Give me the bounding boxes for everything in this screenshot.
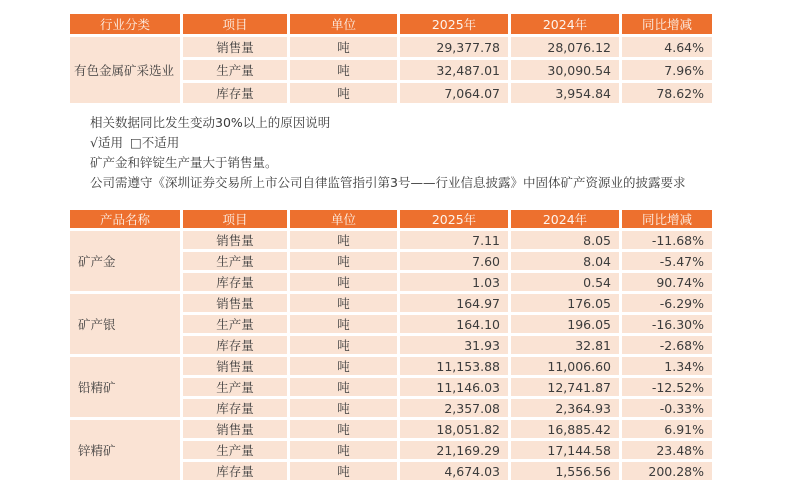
yoy-cell: 90.74% [622,273,712,291]
group-name-cell: 锌精矿 [70,420,180,480]
unit-cell: 吨 [290,252,397,270]
value-2024-cell: 8.04 [511,252,619,270]
industry-output-table [67,11,715,106]
value-2024-cell: 28,076.12 [511,37,619,57]
value-2025-cell: 7.11 [400,231,508,249]
item-cell: 库存量 [183,399,287,417]
value-2024-cell: 0.54 [511,273,619,291]
yoy-cell: -2.68% [622,336,712,354]
unit-cell: 吨 [290,83,397,103]
yoy-cell: 7.96% [622,60,712,80]
value-2025-cell: 31.93 [400,336,508,354]
yoy-cell: -16.30% [622,315,712,333]
unit-cell: 吨 [290,273,397,291]
item-cell: 库存量 [183,462,287,480]
group-name-cell: 矿产银 [70,294,180,354]
group-name-cell: 有色金属矿采选业 [70,37,180,103]
unit-cell: 吨 [290,441,397,459]
header-row [70,210,712,228]
yoy-column-header: 同比增减 [622,14,712,34]
notes-block [90,113,800,193]
value-2025-cell: 11,153.88 [400,357,508,375]
category-column-header: 行业分类 [70,14,180,34]
value-2025-cell: 4,674.03 [400,462,508,480]
item-cell: 生产量 [183,441,287,459]
value-2025-cell: 2,357.08 [400,399,508,417]
yoy-cell: -5.47% [622,252,712,270]
value-2025-cell: 29,377.78 [400,37,508,57]
header-row [70,14,712,34]
value-2024-cell: 8.05 [511,231,619,249]
yoy-cell: -6.29% [622,294,712,312]
item-cell: 销售量 [183,231,287,249]
value-2025-cell: 11,146.03 [400,378,508,396]
unit-column-header: 单位 [290,210,397,228]
yoy-cell: -11.68% [622,231,712,249]
item-cell: 生产量 [183,315,287,333]
item-cell: 销售量 [183,294,287,312]
item-cell: 生产量 [183,378,287,396]
table-row [70,231,712,249]
yoy-cell: 6.91% [622,420,712,438]
value-2024-cell: 11,006.60 [511,357,619,375]
value-2024-cell: 2,364.93 [511,399,619,417]
unit-cell: 吨 [290,231,397,249]
year-2024-column-header: 2024年 [511,14,619,34]
applicable-option: √适用 [90,135,123,150]
value-2025-cell: 32,487.01 [400,60,508,80]
unit-cell: 吨 [290,357,397,375]
item-cell: 生产量 [183,60,287,80]
value-2024-cell: 12,741.87 [511,378,619,396]
yoy-cell: -12.52% [622,378,712,396]
value-2024-cell: 30,090.54 [511,60,619,80]
value-2025-cell: 164.10 [400,315,508,333]
unit-column-header: 单位 [290,14,397,34]
item-cell: 库存量 [183,83,287,103]
note-variation-title: 相关数据同比发生变动30%以上的原因说明 [90,115,331,130]
value-2025-cell: 21,169.29 [400,441,508,459]
yoy-cell: 78.62% [622,83,712,103]
note-compliance-text: 公司需遵守《深圳证券交易所上市公司自律监管指引第3号——行业信息披露》中固体矿产资源业的披露要求 [90,175,686,190]
item-cell: 库存量 [183,273,287,291]
item-cell: 库存量 [183,336,287,354]
unit-cell: 吨 [290,378,397,396]
group-name-cell: 矿产金 [70,231,180,291]
year-2024-column-header: 2024年 [511,210,619,228]
category-column-header: 产品名称 [70,210,180,228]
not-applicable-option: □不适用 [129,135,180,150]
value-2024-cell: 3,954.84 [511,83,619,103]
item-column-header: 项目 [183,14,287,34]
table-row [70,37,712,57]
note-applicability [90,133,800,153]
item-column-header: 项目 [183,210,287,228]
yoy-cell: 23.48% [622,441,712,459]
unit-cell: 吨 [290,336,397,354]
value-2024-cell: 196.05 [511,315,619,333]
product-table-head [70,210,712,228]
table-row [70,294,712,312]
value-2024-cell: 176.05 [511,294,619,312]
value-2024-cell: 1,556.56 [511,462,619,480]
item-cell: 销售量 [183,420,287,438]
yoy-cell: 1.34% [622,357,712,375]
year-2025-column-header: 2025年 [400,14,508,34]
item-cell: 生产量 [183,252,287,270]
unit-cell: 吨 [290,60,397,80]
group-name-cell: 铅精矿 [70,357,180,417]
industry-table-head [70,14,712,34]
value-2024-cell: 32.81 [511,336,619,354]
year-2025-column-header: 2025年 [400,210,508,228]
value-2025-cell: 1.03 [400,273,508,291]
table-row [70,357,712,375]
yoy-cell: 4.64% [622,37,712,57]
unit-cell: 吨 [290,420,397,438]
value-2025-cell: 7.60 [400,252,508,270]
note-reason-text: 矿产金和锌锭生产量大于销售量。 [90,155,278,170]
unit-cell: 吨 [290,37,397,57]
product-output-table [67,207,715,483]
unit-cell: 吨 [290,315,397,333]
product-table-body [70,231,712,480]
unit-cell: 吨 [290,462,397,480]
value-2025-cell: 18,051.82 [400,420,508,438]
value-2024-cell: 17,144.58 [511,441,619,459]
value-2025-cell: 7,064.07 [400,83,508,103]
yoy-column-header: 同比增减 [622,210,712,228]
value-2025-cell: 164.97 [400,294,508,312]
item-cell: 销售量 [183,357,287,375]
unit-cell: 吨 [290,294,397,312]
item-cell: 销售量 [183,37,287,57]
yoy-cell: 200.28% [622,462,712,480]
table-row [70,420,712,438]
industry-table-body [70,37,712,103]
yoy-cell: -0.33% [622,399,712,417]
unit-cell: 吨 [290,399,397,417]
value-2024-cell: 16,885.42 [511,420,619,438]
